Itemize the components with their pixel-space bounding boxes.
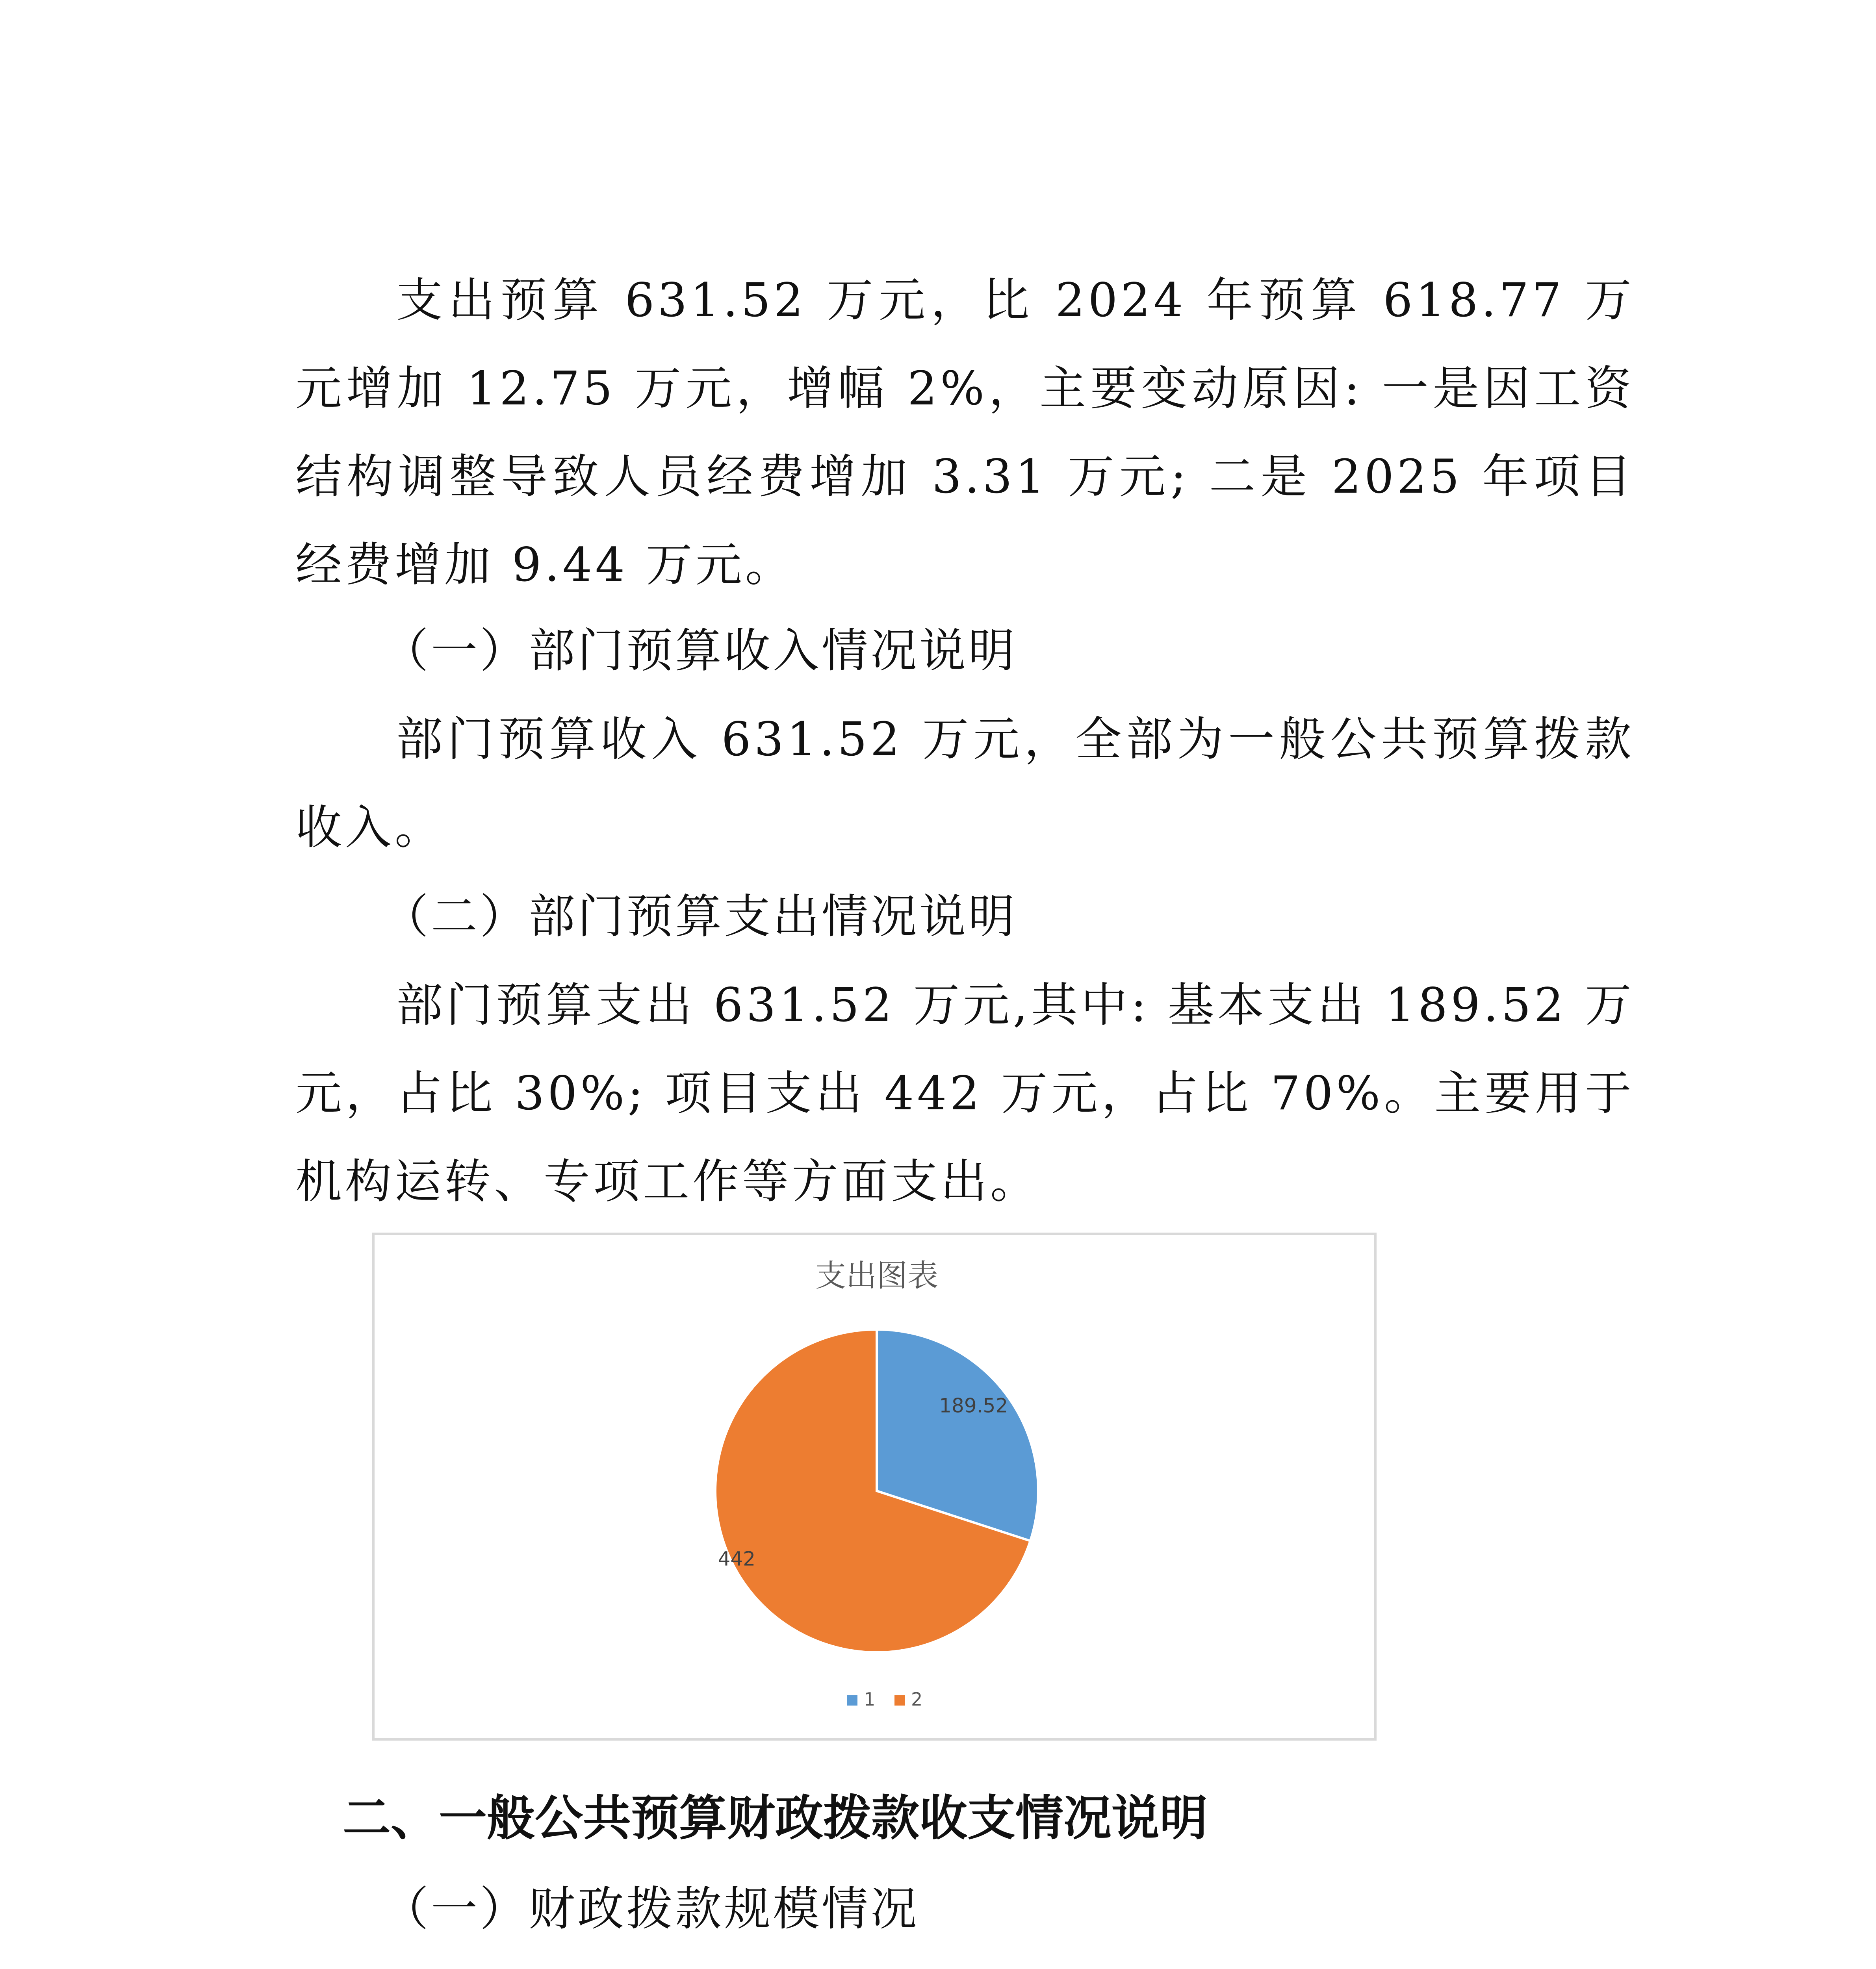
paragraph-appropriation: [295, 1953, 1635, 1969]
pie-data-label-2: 442: [718, 1547, 756, 1570]
chart-title: 支出图表: [815, 1258, 939, 1294]
legend-swatch-1: [847, 1695, 857, 1706]
expenditure-pie-chart: [372, 1233, 1377, 1741]
legend-label-1: 1: [864, 1689, 876, 1710]
pie-slices: [715, 1329, 1038, 1652]
paragraph-income: 部门预算收入 631.52 万元，全部为一般公共预算拨款收入。: [295, 712, 1635, 855]
section-heading: 二、一般公共预算财政拨款收支情况说明: [343, 1790, 1208, 1846]
paragraph-expenditure: 部门预算支出 631.52 万元,其中: 基本支出 189.52 万元，占比 30%; 项目支出 442 万元，占比 70%。主要用于机构运转、专项工作等方面支出。: [295, 978, 1635, 1209]
legend-label-2: 2: [911, 1689, 923, 1710]
legend-swatch-2: [894, 1695, 905, 1706]
subheading-appropriation-scale: （一）财政拨款规模情况: [382, 1882, 920, 1936]
paragraph-expenditure-budget: 支出预算 631.52 万元，比 2024 年预算 618.77 万元增加 12.75 万元，增幅 2%，主要变动原因: 一是因工资结构调整导致人员经费增加 3.31 万元; 二是 2025 年项目经费增加 9.44 万元。: [295, 273, 1635, 592]
subheading-expenditure: （二）部门预算支出情况说明: [382, 889, 1017, 944]
pie-data-label-1: 189.52: [939, 1394, 1008, 1417]
subheading-income: （一）部门预算收入情况说明: [382, 623, 1017, 678]
chart-legend: [847, 1689, 922, 1710]
pie-chart-svg: [375, 1235, 1379, 1743]
